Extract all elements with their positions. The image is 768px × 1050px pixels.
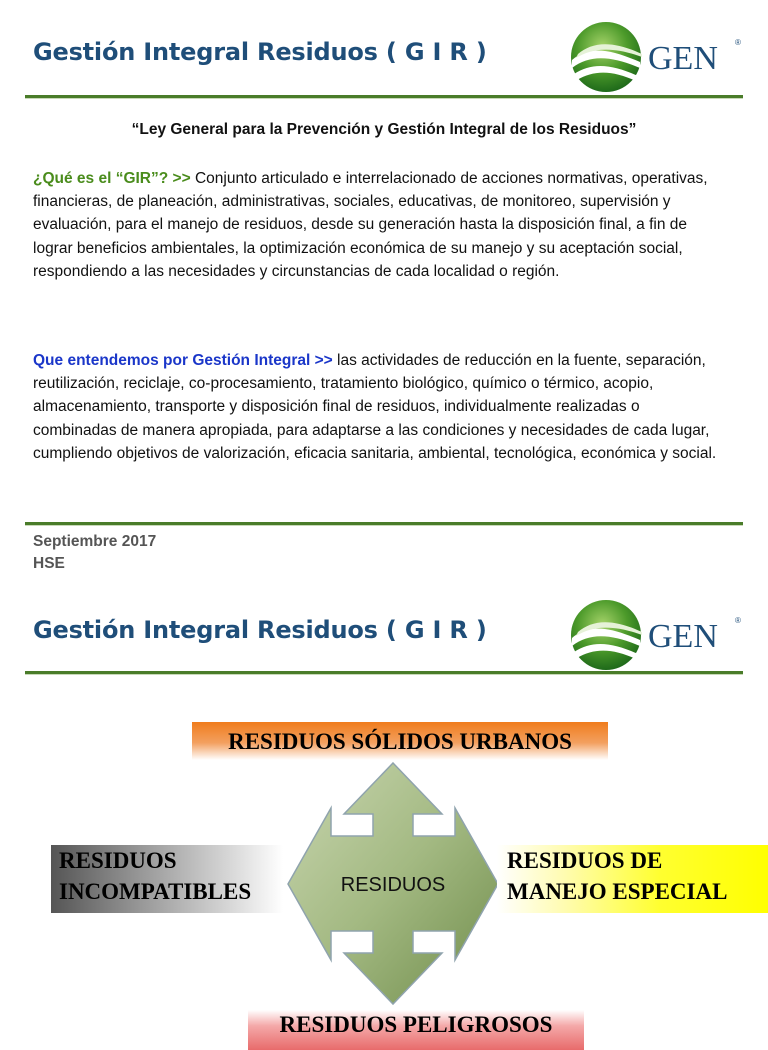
header-divider	[25, 95, 743, 98]
box-residuos-solidos-urbanos: RESIDUOS SÓLIDOS URBANOS	[192, 722, 608, 760]
gir-lead: ¿Qué es el “GIR”? >>	[33, 170, 191, 187]
gir-definition	[33, 167, 723, 283]
box-residuos-incompatibles	[51, 845, 283, 913]
law-title: “Ley General para la Prevención y Gestión Integral de los Residuos”	[131, 121, 637, 138]
gi-definition	[33, 349, 723, 465]
residuos-diagram	[0, 578, 768, 1037]
slide-title: Gestión Integral Residuos ( G I R )	[33, 38, 487, 66]
logo-wordmark: GEN	[648, 40, 718, 77]
box-left-line2: INCOMPATIBLES	[59, 879, 252, 904]
footer	[33, 531, 156, 575]
gir-text: Conjunto articulado e interrelacionado de acciones normativas, operativas, financieras, de planeación, administrativas, sociales, educativas, de monitoreo, supervisión y evaluación, para el manejo de residuos, desde su generación hasta la disposición final, a fin de lograr beneficios ambientales, la optimización económica de su manejo y su aceptación social, respondiendo a las necesidades y circunstancias de cada localidad o región.	[33, 170, 708, 280]
box-residuos-peligrosos: RESIDUOS PELIGROSOS	[248, 1010, 584, 1050]
slide-title: Gestión Integral Residuos ( G I R )	[33, 616, 487, 644]
gen-logo	[568, 18, 746, 96]
box-right-line1: RESIDUOS DE	[507, 848, 663, 873]
center-label: RESIDUOS	[340, 874, 446, 896]
footer-divider	[25, 522, 743, 525]
box-right-line2: MANEJO ESPECIAL	[507, 879, 728, 904]
box-residuos-manejo-especial	[497, 845, 768, 913]
gen-logo-icon	[568, 18, 646, 96]
registered-mark: ®	[735, 616, 741, 625]
logo-wordmark: GEN	[648, 618, 718, 655]
gi-lead: Que entendemos por Gestión Integral >>	[33, 352, 333, 369]
slide-2	[0, 578, 768, 1037]
footer-date: Septiembre 2017	[33, 533, 157, 550]
gi-text: las actividades de reducción en la fuente, separación, reutilización, reciclaje, co-procesamiento, tratamiento biológico, químico o térmico, acopio, almacenamiento, transporte y disposición final de residuos, individualmente realizadas o combinadas de manera apropiada, para adaptarse a las condiciones y necesidades de cada lugar, cumpliendo objetivos de valorización, eficacia sanitaria, ambiental, tecnológica, económica y social.	[33, 352, 717, 462]
registered-mark: ®	[735, 38, 741, 47]
box-left-line1: RESIDUOS	[59, 848, 177, 873]
footer-dept: HSE	[33, 555, 65, 572]
four-way-arrow-icon	[0, 578, 768, 1024]
